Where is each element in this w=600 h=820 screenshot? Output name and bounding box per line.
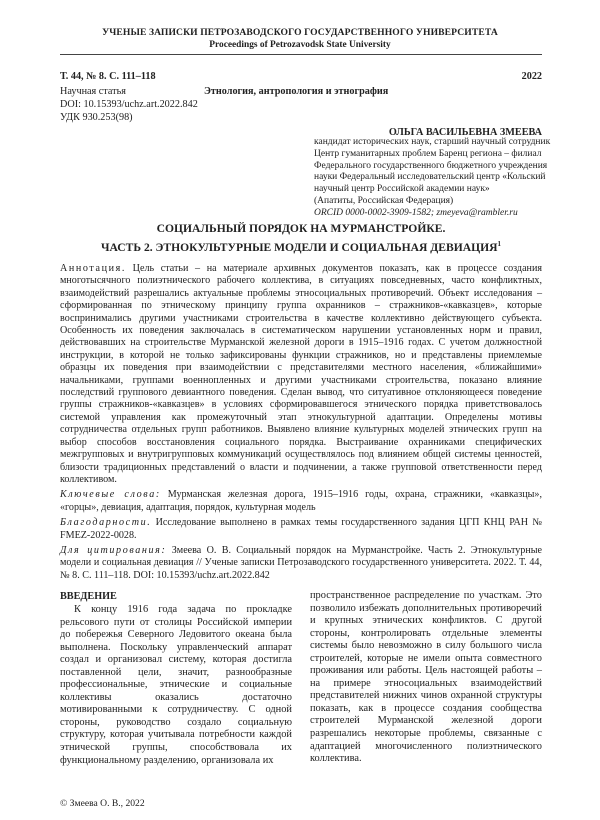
acknowledgements-text: Исследование выполнено в рамках темы государственного задания ЦГП КНЦ РАН № FMEZ-2022-0028. (60, 517, 542, 541)
affiliation-line: кандидат исторических наук, старший научный сотрудник (314, 137, 551, 147)
affiliation-line: Федерального государственного бюджетного учреждения (314, 160, 548, 171)
keywords-paragraph (60, 489, 542, 514)
acknowledgements-paragraph (60, 517, 542, 542)
article-title (60, 222, 542, 255)
affiliation-line: научный центр Российской академии наук» (314, 184, 490, 195)
intro-left-column (60, 604, 292, 767)
keywords-text: Мурманская железная дорога, 1915–1916 годы, охрана, стражники, «кавказцы», «горцы», девиация, адаптация, порядок, культурная модель (60, 489, 542, 513)
citation-label: Для цитирования: (60, 544, 167, 556)
intro-paragraph: К концу 1916 года задача по прокладке рельсового пути от столицы Российской империи до побережья Северного Ледовитого океана была выполнена. Поскольку управленческий аппарат создал и организовал систему, которая достигла поставленной цели, значит, разнообразные профессиональные, этнические и социальные коллективы оказались достаточно мотивированными к сотрудничеству. С одной стороны, руководство создало социальную структуру, которая учитывала потребности каждой этнической группы, способствовала их функциональному разделению, организовала их (60, 604, 292, 766)
title-footnote-mark[interactable]: 1 (497, 239, 502, 248)
issue-year: 2022 (521, 71, 542, 82)
abstract-text: Цель статьи – на материале архивных документов показать, как в процессе создания многотысячного полиэтнического рабочего коллектива, в ситуациях повседневных, часто конфликтных, взаимодействий разрешались актуальные проблемы этносоциальных противоречий. Объект исследования – сформированная по этническому принципу группа охранников – стражников-«кавказцев», которые воспринимались другими участниками строительства в качестве коллективно действующего субъекта. Особенность их поведения заключалась в систематическом нарушении установленных норм и правил, действовавших на строительстве Мурманской железной дороги в 1915–1916 годах. С учетом должностной инструкции, в которой не только зафиксированы функции стражников, но и представлены приемлемые образцы их поведения при взаимодействии с представителями местного населения, «ближайшими» начальниками, группами военнопленных и другими участниками строительства, показано влияние последствий группового девиантного поведения. Сделан вывод, что ситуативное отклоняющееся поведение группы стражников-«кавказцев» в условиях сформировавшегося этнического порядка приветствовалось системой управления как промежуточный этап этнокультурной адаптации. Определены мотивы сотрудничества отдельных групп работников. Выявлено влияние культурных моделей этнических групп на выбор способов восстановления социального порядка. Выстраивание охранниками специфических межгрупповых и внутригрупповых коммуникаций осуществлялось под влиянием общей системы ценностей, близости традиционных представлений о власти и подчинении, а также групповой ответственности перед коллективом. (60, 263, 542, 485)
journal-title-english: Proceedings of Petrozavodsk State University (209, 40, 391, 50)
author-name: ОЛЬГА ВАСИЛЬЕВНА ЗМЕЕВА (388, 127, 542, 138)
article-type: Научная статья (60, 86, 126, 97)
acknowledgements-label: Благодарности. (60, 517, 152, 529)
issue-info: Т. 44, № 8. С. 111–118 (60, 71, 156, 82)
affiliation-line: (Апатиты, Российская Федерация) (314, 195, 454, 206)
journal-title: УЧЕНЫЕ ЗАПИСКИ ПЕТРОЗАВОДСКОГО ГОСУДАРСТВЕННОГО УНИВЕРСИТЕТА (102, 27, 498, 38)
affiliation-line: Центр гуманитарных проблем Баренц региона – филиал (314, 148, 542, 159)
doi[interactable]: DOI: 10.15393/uchz.art.2022.842 (60, 99, 198, 110)
udk: УДК 930.253(98) (60, 112, 133, 123)
abstract-block (60, 263, 542, 582)
title-line-1: СОЦИАЛЬНЫЙ ПОРЯДОК НА МУРМАНСТРОЙКЕ. (156, 222, 446, 235)
intro-paragraph-continued: пространственное распределение по участкам. Это позволило избежать дополнительных противоречий и крупных этнических конфликтов. С другой стороны, контролировать отдельные элементы системы было невозможно в силу большого числа строителей, которые не имели опыта совместного проживания или работы. Цель настоящей работы – на примере этносоциальных взаимодействий представителей нижних чинов охранной структуры показать, как в процессе создания сообщества строителей Мурманской железной дороги разрешались некоторые проблемы, связанные с адаптацией многочисленного полиэтнического коллектива. (310, 590, 542, 765)
citation-text: Змеева О. В. Социальный порядок на Мурманстройке. Часть 2. Этнокультурные модели и социальная девиация // Ученые записки Петрозаводского государственного университета. 2022. Т. 44, № 8. С. 111–118. DOI: 10.15393/uchz.art.2022.842 (60, 544, 542, 581)
abstract-paragraph (60, 263, 542, 486)
keywords-label: Ключевые слова: (60, 489, 161, 501)
section-heading-introduction: ВВЕДЕНИЕ (60, 591, 117, 602)
copyright: © Змеева О. В., 2022 (60, 798, 145, 809)
citation-paragraph (60, 545, 542, 582)
affiliation-line: науки Федеральный исследовательский центр «Кольский (314, 172, 546, 183)
author-orcid-email[interactable]: ORCID 0000-0002-3909-1582; zmeyeva@rambler.ru (314, 207, 518, 218)
article-rubric: Этнология, антропология и этнография (204, 86, 389, 97)
author-affiliation (314, 137, 554, 220)
header-rule (60, 54, 542, 55)
abstract-label: Аннотация. (60, 263, 126, 274)
intro-right-column (310, 590, 542, 766)
title-line-2: ЧАСТЬ 2. ЭТНОКУЛЬТУРНЫЕ МОДЕЛИ И СОЦИАЛЬНАЯ ДЕВИАЦИЯ (100, 240, 498, 254)
